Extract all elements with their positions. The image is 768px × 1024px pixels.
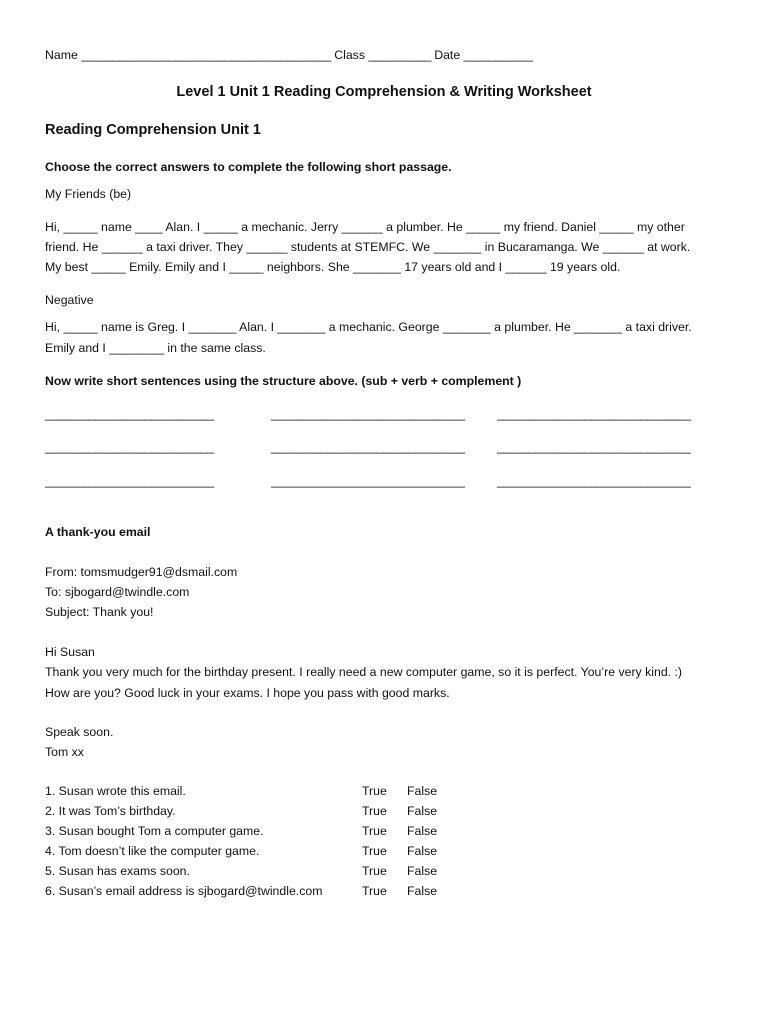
name-blank[interactable]: ________________________________________ [81, 48, 331, 62]
false-option[interactable]: False [407, 804, 438, 818]
email-subject: Subject: Thank you! [45, 605, 154, 619]
writing-line[interactable]: _______________________________ [271, 440, 465, 454]
passage-line: Hi, _____ name ____ Alan. I _____ a mechanic. Jerry ______ a plumber. He _____ my friend. Daniel _____ my other [45, 220, 685, 234]
email-heading: A thank-you email [45, 525, 151, 539]
writing-line[interactable]: ___________________________ [45, 474, 214, 488]
writing-line[interactable]: _______________________________ [271, 474, 465, 488]
email-body-line: How are you? Good luck in your exams. I hope you pass with good marks. [45, 686, 450, 700]
writing-line[interactable]: ___________________________ [45, 440, 214, 454]
email-greeting: Hi Susan [45, 645, 95, 659]
section-heading: Reading Comprehension Unit 1 [45, 122, 261, 138]
email-to: To: sjbogard@twindle.com [45, 585, 190, 599]
true-option[interactable]: True [362, 884, 387, 898]
email-closing: Speak soon. [45, 725, 114, 739]
writing-line[interactable]: _______________________________ [497, 440, 691, 454]
true-option[interactable]: True [362, 824, 387, 838]
write-instruction: Now write short sentences using the structure above. (sub + verb + complement ) [45, 374, 522, 388]
true-option[interactable]: True [362, 864, 387, 878]
false-option[interactable]: False [407, 784, 438, 798]
question-text: 6. Susan’s email address is sjbogard@twindle.com [45, 884, 323, 898]
name-label: Name [45, 48, 78, 62]
true-option[interactable]: True [362, 844, 387, 858]
email-body-line: Thank you very much for the birthday present. I really need a new computer game, so it is perfect. You’re very kind. :) [45, 665, 683, 679]
writing-line[interactable]: _______________________________ [497, 474, 691, 488]
date-blank[interactable]: ___________ [463, 48, 533, 62]
email-from: From: tomsmudger91@dsmail.com [45, 565, 238, 579]
false-option[interactable]: False [407, 844, 438, 858]
writing-line[interactable]: _______________________________ [271, 407, 465, 421]
question-text: 4. Tom doesn’t like the computer game. [45, 844, 260, 858]
question-text: 3. Susan bought Tom a computer game. [45, 824, 264, 838]
negative-passage-line: Hi, _____ name is Greg. I _______ Alan. I _______ a mechanic. George _______ a plumber. He _______ a taxi driver. [45, 320, 692, 334]
writing-line[interactable]: ___________________________ [45, 407, 214, 421]
passage-line: friend. He ______ a taxi driver. They ______ students at STEMFC. We _______ in Bucaramanga. We ______ at work. [45, 240, 691, 254]
date-label: Date [434, 48, 461, 62]
email-signature: Tom xx [45, 745, 84, 759]
false-option[interactable]: False [407, 824, 438, 838]
negative-label: Negative [45, 293, 94, 307]
question-text: 2. It was Tom’s birthday. [45, 804, 176, 818]
false-option[interactable]: False [407, 884, 438, 898]
true-option[interactable]: True [362, 784, 387, 798]
class-blank[interactable]: __________ [368, 48, 431, 62]
class-label: Class [334, 48, 365, 62]
false-option[interactable]: False [407, 864, 438, 878]
passage-line: My best _____ Emily. Emily and I _____ neighbors. She _______ 17 years old and I ______ 19 years old. [45, 260, 621, 274]
worksheet-title: Level 1 Unit 1 Reading Comprehension & Writing Worksheet [176, 84, 592, 100]
negative-passage-line: Emily and I ________ in the same class. [45, 341, 266, 355]
instruction-text: Choose the correct answers to complete the following short passage. [45, 160, 452, 174]
my-friends-label: My Friends (be) [45, 187, 132, 201]
writing-line[interactable]: _______________________________ [497, 407, 691, 421]
question-text: 5. Susan has exams soon. [45, 864, 190, 878]
question-text: 1. Susan wrote this email. [45, 784, 186, 798]
true-option[interactable]: True [362, 804, 387, 818]
header-row [45, 48, 532, 62]
